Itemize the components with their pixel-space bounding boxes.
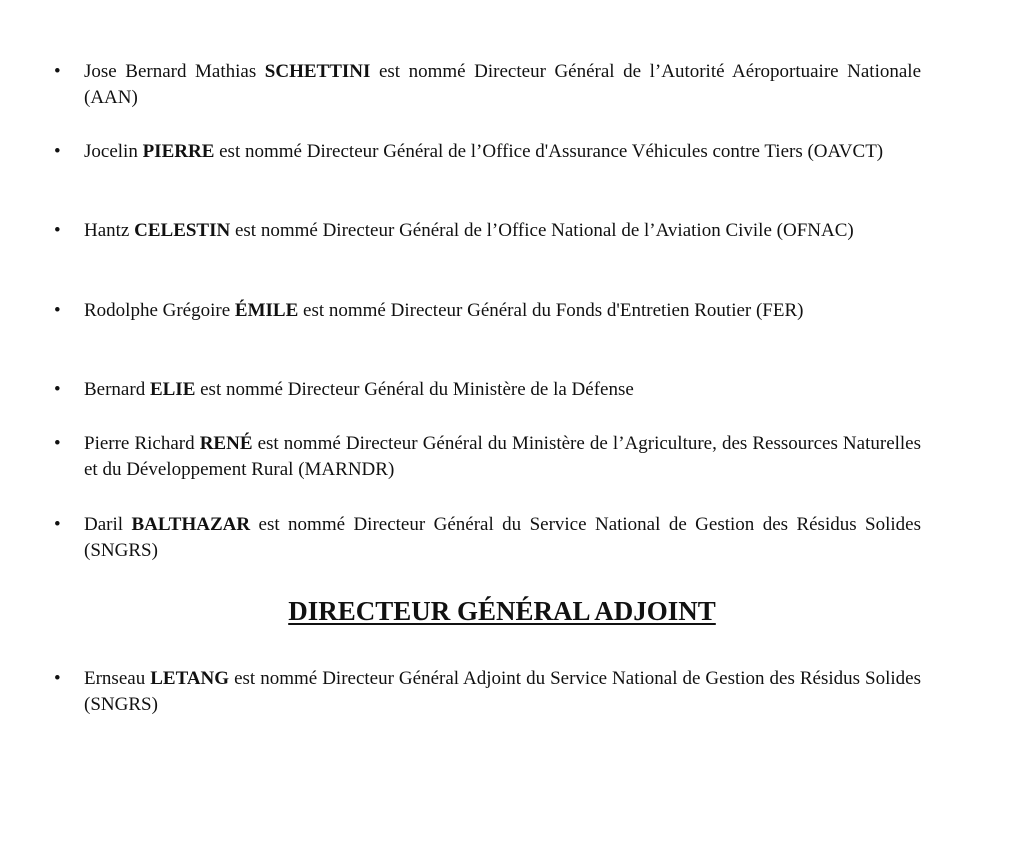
appointment-text: est nommé Directeur Général de l’Office National de l’Aviation Civile (OFNAC): [234, 220, 854, 241]
bullet-icon: •: [54, 300, 61, 321]
first-names: Rodolphe Grégoire: [84, 300, 231, 321]
bullet-icon: •: [54, 141, 61, 162]
appointment-text: est nommé Directeur Général de l’Autorité Aéroportuaire Nationale (AAN): [84, 61, 922, 108]
list-item: [54, 139, 921, 165]
bullet-icon: •: [54, 433, 61, 454]
surname: PIERRE: [142, 141, 215, 162]
first-names: Jose Bernard Mathias: [84, 61, 257, 82]
list-item: [54, 512, 921, 564]
surname: ELIE: [149, 379, 196, 400]
bullet-icon: •: [54, 379, 61, 400]
list-item: [54, 298, 921, 324]
list-item: [54, 218, 921, 244]
first-names: Hantz: [84, 220, 130, 241]
bullet-icon: •: [54, 220, 61, 241]
surname: BALTHAZAR: [131, 514, 251, 535]
first-names: Bernard: [84, 379, 146, 400]
surname: LETANG: [150, 668, 230, 689]
bullet-icon: •: [54, 668, 61, 689]
bullet-icon: •: [54, 61, 61, 82]
appointment-text: est nommé Directeur Général du Ministère de l’Agriculture, des Ressources Naturelles et du Développement Rural (MARNDR): [84, 433, 922, 480]
appointment-text: est nommé Directeur Général de l’Office d'Assurance Véhicules contre Tiers (OAVCT): [219, 141, 884, 162]
first-names: Ernseau: [84, 668, 146, 689]
appointment-text: est nommé Directeur Général du Ministère de la Défense: [200, 379, 634, 400]
bullet-icon: •: [54, 514, 61, 535]
appointment-text: est nommé Directeur Général du Service National de Gestion des Résidus Solides (SNGRS): [84, 514, 921, 561]
section-heading: DIRECTEUR GÉNÉRAL ADJOINT: [288, 596, 716, 626]
appointment-text: est nommé Directeur Général Adjoint du Service National de Gestion des Résidus Solides (SNGRS): [84, 668, 922, 715]
surname: ÉMILE: [234, 300, 299, 321]
list-item: [54, 431, 922, 483]
surname: SCHETTINI: [264, 61, 371, 82]
list-item: [54, 377, 921, 403]
first-names: Pierre Richard: [84, 433, 195, 454]
appointment-text: est nommé Directeur Général du Fonds d'Entretien Routier (FER): [303, 300, 804, 321]
surname: CELESTIN: [134, 220, 231, 241]
first-names: Daril: [84, 514, 124, 535]
list-item: [54, 59, 922, 111]
first-names: Jocelin: [84, 141, 138, 162]
surname: RENÉ: [199, 433, 253, 454]
list-item: [54, 666, 922, 718]
